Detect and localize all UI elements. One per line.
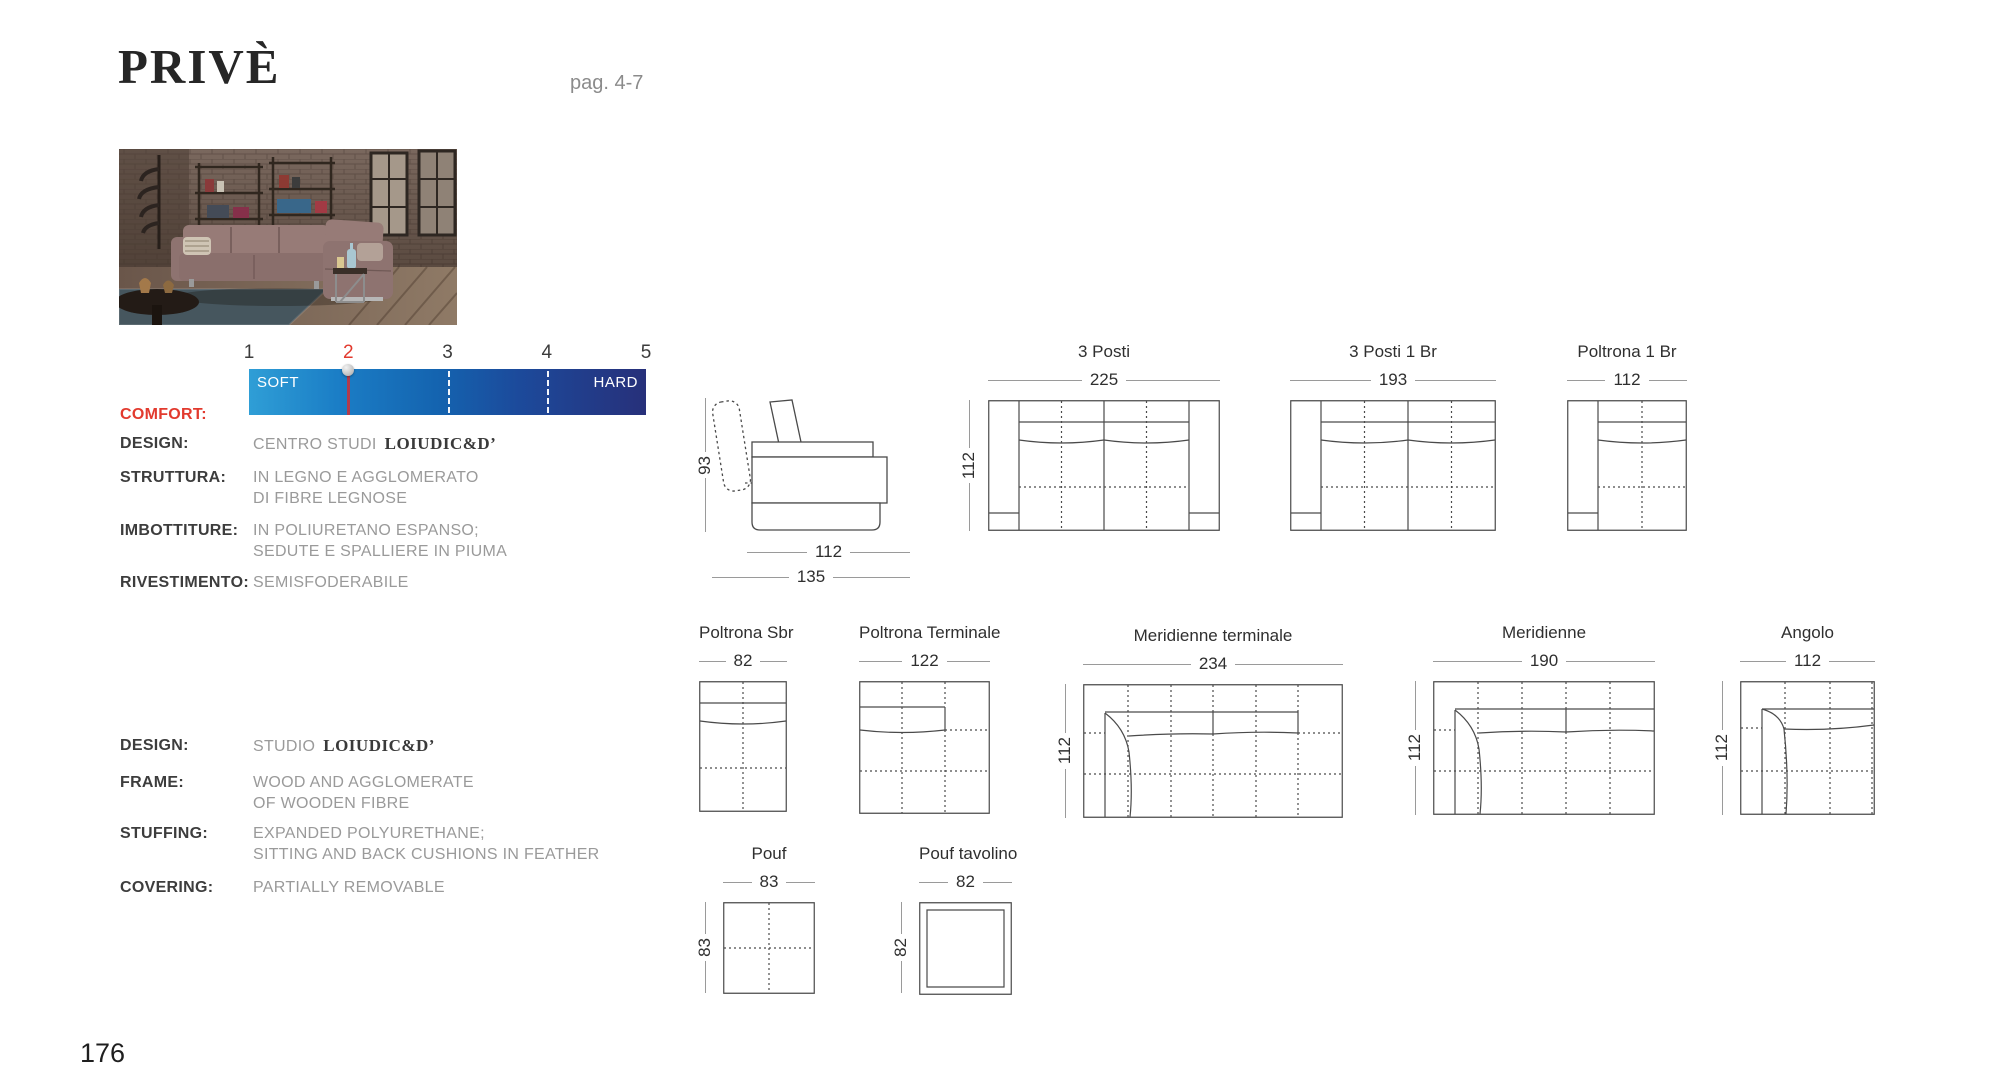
spec-label-design-en: DESIGN: (120, 737, 189, 754)
comfort-marker-knob (342, 364, 354, 376)
width-dim-3-posti (988, 370, 1220, 390)
brand-logo-it: LOIUDIC&D’ (384, 434, 497, 453)
sofa-loft-illustration (119, 149, 457, 325)
module-name-poltrona-1br: Poltrona 1 Br (1577, 342, 1677, 361)
depth-value-angolo: 112 (1712, 734, 1731, 762)
module-angolo (1740, 623, 1875, 815)
plan-3-posti-1br (1290, 400, 1496, 531)
width-value-pouf-tavolino: 82 (956, 872, 975, 891)
spec-value-rivestimento: SEMISFODERABILE (253, 574, 409, 591)
dashed-divider-3 (448, 371, 450, 413)
plan-angolo (1740, 681, 1875, 815)
spec-covering (120, 877, 445, 898)
module-meridienne (1433, 623, 1655, 815)
depth-value-pouf-tavolino: 82 (891, 938, 910, 957)
stuffing-line1: EXPANDED POLYURETHANE; (253, 825, 485, 842)
dashed-divider-4 (547, 371, 549, 413)
tick-2-active: 2 (342, 342, 354, 363)
spec-label-frame: FRAME: (120, 774, 185, 791)
plan-3-posti (988, 400, 1220, 531)
side-view-seat-width-dim (747, 542, 910, 562)
plan-meridienne-terminale (1083, 684, 1343, 818)
module-name-pouf: Pouf (751, 844, 787, 863)
design-studio-text-it: CENTRO STUDI (253, 436, 377, 453)
plan-pouf-tavolino (919, 902, 1012, 995)
module-name-meridienne: Meridienne (1501, 623, 1587, 642)
module-name-3-posti: 3 Posti (1078, 342, 1130, 361)
product-photo (119, 149, 457, 325)
spec-rivestimento (120, 572, 409, 593)
depth-value-meridienne: 112 (1405, 734, 1424, 762)
struttura-line2: DI FIBRE LEGNOSE (253, 490, 408, 507)
module-3-posti (988, 342, 1220, 531)
width-value-angolo: 112 (1793, 651, 1822, 670)
imbottiture-line1: IN POLIURETANO ESPANSO; (253, 522, 479, 539)
spec-label-design-it: DESIGN: (120, 435, 189, 452)
spec-value-covering: PARTIALLY REMOVABLE (253, 879, 445, 896)
width-value-meridienne: 190 (1529, 651, 1559, 670)
spec-imbottiture (120, 520, 507, 562)
module-poltrona-terminale (859, 623, 1001, 814)
design-studio-text-en: STUDIO (253, 738, 316, 755)
module-poltrona-1br (1567, 342, 1687, 531)
spec-value-imbottiture (253, 520, 507, 562)
hard-label: HARD (593, 374, 638, 391)
frame-line2: OF WOODEN FIBRE (253, 795, 410, 812)
module-name-poltrona-sbr: Poltrona Sbr (699, 623, 794, 642)
plan-poltrona-terminale (859, 681, 990, 814)
tick-3: 3 (442, 342, 453, 363)
module-pouf-tavolino (919, 844, 1018, 995)
width-dim-angolo (1740, 651, 1875, 671)
width-dim-poltrona-1br (1567, 370, 1687, 390)
plan-meridienne (1433, 681, 1655, 815)
width-dim-3-posti-1br (1290, 370, 1496, 390)
depth-dim-angolo (1711, 681, 1733, 815)
depth-value-3-posti: 112 (959, 451, 978, 480)
side-view-total-width-dim (712, 567, 910, 587)
imbottiture-line2: SEDUTE E SPALLIERE IN PIUMA (253, 543, 508, 560)
spec-value-stuffing (253, 823, 600, 865)
spec-stuffing (120, 823, 600, 865)
module-name-pouf-tavolino: Pouf tavolino (919, 844, 1018, 863)
side-seat-width-value: 112 (814, 542, 843, 561)
spec-value-design-it (253, 433, 496, 455)
plan-poltrona-sbr (699, 681, 787, 812)
spec-label-covering: COVERING: (120, 879, 214, 896)
spec-label-comfort: COMFORT: (120, 406, 207, 423)
plan-pouf (723, 902, 815, 994)
spec-label-imbottiture: IMBOTTITURE: (120, 522, 239, 539)
page-number: 176 (80, 1038, 126, 1068)
spec-value-design-en (253, 735, 435, 757)
width-dim-meridienne (1433, 651, 1655, 671)
depth-value-pouf: 83 (695, 938, 714, 957)
spec-value-frame (253, 772, 474, 814)
struttura-line1: IN LEGNO E AGGLOMERATO (253, 469, 479, 486)
stuffing-line2: SITTING AND BACK CUSHIONS IN FEATHER (253, 846, 600, 863)
spec-struttura (120, 467, 479, 509)
page-reference: pag. 4-7 (570, 72, 644, 94)
module-name-3-posti-1br: 3 Posti 1 Br (1349, 342, 1437, 361)
tick-4: 4 (541, 342, 553, 363)
width-dim-poltrona-terminale (859, 651, 990, 671)
page-title: PRIVÈ (118, 39, 281, 94)
brand-logo-en: LOIUDIC&D’ (323, 736, 435, 755)
width-value-pouf: 83 (759, 872, 779, 891)
width-value-poltrona-terminale: 122 (910, 651, 939, 670)
spec-value-struttura (253, 467, 479, 509)
width-dim-poltrona-sbr (699, 651, 787, 671)
frame-line1: WOOD AND AGGLOMERATE (253, 774, 474, 791)
tick-5: 5 (640, 342, 652, 363)
width-value-3-posti: 225 (1089, 370, 1119, 389)
module-name-angolo: Angolo (1781, 623, 1834, 642)
spec-design-en (120, 735, 435, 757)
depth-value-meridienne-terminale: 112 (1055, 737, 1074, 765)
spec-label-struttura: STRUTTURA: (120, 469, 227, 486)
spec-label-rivestimento: RIVESTIMENTO: (120, 574, 249, 591)
width-value-poltrona-sbr: 82 (733, 651, 753, 670)
width-value-meridienne-terminale: 234 (1198, 654, 1228, 673)
width-dim-meridienne-terminale (1083, 654, 1343, 674)
depth-dim-pouf (694, 902, 716, 993)
width-dim-pouf (723, 872, 815, 892)
comfort-scale-ticks (243, 342, 652, 364)
soft-label: SOFT (257, 374, 299, 391)
side-height-value: 93 (695, 455, 714, 475)
depth-dim-meridienne-terminale (1054, 684, 1076, 818)
depth-dim-3-posti (958, 400, 980, 531)
spec-design-it (120, 433, 496, 455)
comfort-gradient-bar (249, 369, 646, 415)
depth-dim-pouf-tavolino (890, 902, 912, 993)
spec-comfort (120, 404, 253, 425)
width-dim-pouf-tavolino (919, 872, 1012, 892)
width-value-poltrona-1br: 112 (1613, 370, 1641, 389)
module-poltrona-sbr (699, 623, 794, 812)
width-value-3-posti-1br: 193 (1378, 370, 1408, 389)
depth-dim-meridienne (1404, 681, 1426, 815)
module-name-poltrona-terminale: Poltrona Terminale (859, 623, 1001, 642)
plan-poltrona-1br (1567, 400, 1687, 531)
module-meridienne-terminale (1083, 626, 1343, 818)
module-name-meridienne-terminale: Meridienne terminale (1133, 626, 1293, 645)
side-view-drawing (712, 395, 892, 540)
module-3-posti-1br (1290, 342, 1496, 531)
tick-1: 1 (243, 342, 255, 363)
spec-frame (120, 772, 474, 814)
side-total-width-value: 135 (796, 567, 826, 586)
module-pouf (723, 844, 815, 994)
spec-label-stuffing: STUFFING: (120, 825, 209, 842)
